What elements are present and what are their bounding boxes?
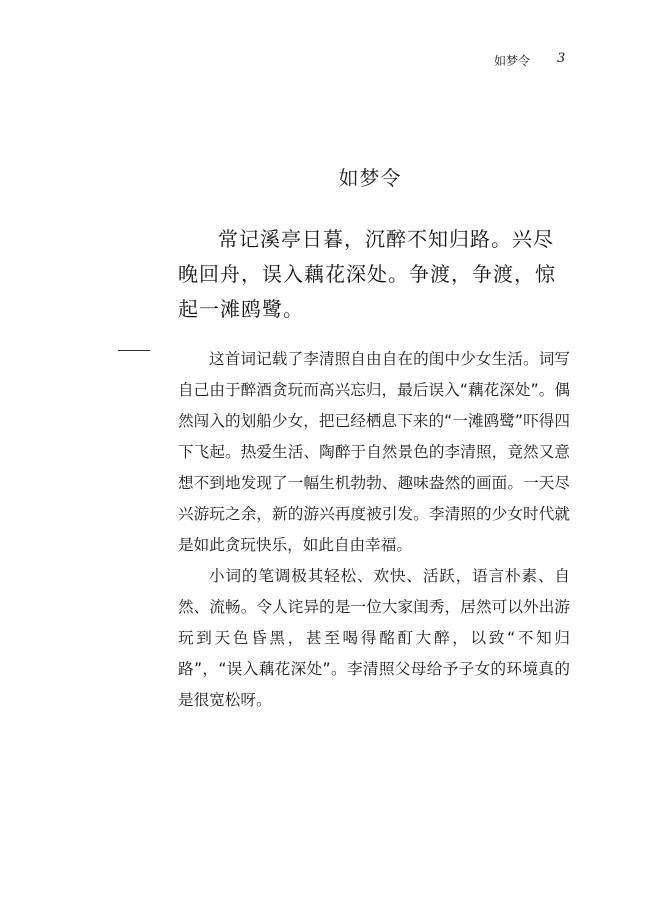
section-divider xyxy=(118,350,150,351)
commentary-paragraph: 这首词记载了李清照自由自在的闺中少女生活。词写自己由于醉酒贪玩而高兴忘归，最后误入“藕花深处”。偶然闯入的划船少女，把已经栖息下来的“一滩鸥鹭”吓得四下飞起。热爱生活、陶醉于自然景色的李清照，竟然又意想不到地发现了一幅生机勃勃、趣味盎然的画面。一天尽兴游玩之余，新的游兴再度被引发。李清照的少女时代就是如此贪玩快乐，如此自由幸福。 xyxy=(178,350,570,554)
poem-title: 如梦令 xyxy=(338,166,402,190)
poem-text: 常记溪亭日暮，沉醉不知归路。兴尽晚回舟，误入藕花深处。争渡，争渡，惊起一滩鸥鹭。 xyxy=(178,227,556,321)
commentary-paragraph: 小词的笔调极其轻松、欢快、活跃，语言朴素、自然、流畅。令人诧异的是一位大家闺秀，居然可以外出游玩到天色昏黑，甚至喝得酩酊大醉，以致“不知归路”，“误入藕花深处”。李清照父母给予子女的环境真的是很宽松呀。 xyxy=(178,567,570,709)
running-head-title: 如梦令 xyxy=(494,54,531,68)
page-number: 3 xyxy=(557,51,566,66)
commentary xyxy=(178,344,570,716)
